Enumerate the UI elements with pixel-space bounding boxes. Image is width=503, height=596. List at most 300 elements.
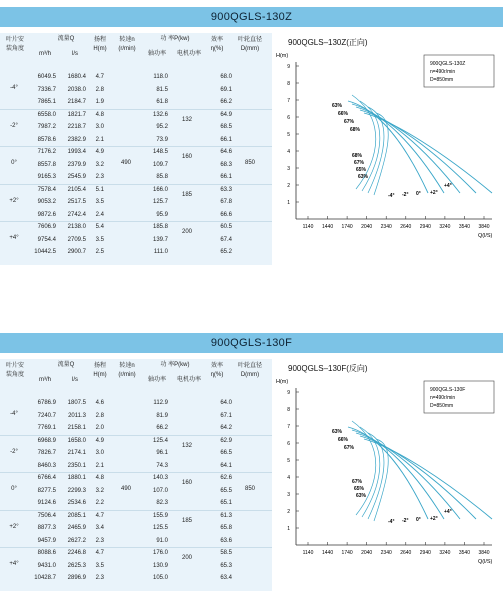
cell-flow-ls: 2517.5: [67, 199, 86, 205]
group-divider: [0, 146, 272, 147]
cell-motor-power: 132: [181, 116, 192, 123]
y-tick-label: 6: [287, 441, 290, 447]
cell-flow-ls: 2105.4: [67, 186, 86, 193]
cell-shaft-power: 73.9: [156, 136, 168, 143]
angle-label: +4°: [444, 183, 452, 189]
pump-curve-chart: [272, 33, 503, 263]
y-tick-label: 3: [287, 492, 290, 498]
table-row: [0, 399, 272, 408]
cell-head: 3.2: [95, 487, 104, 494]
cell-flow-ls: 2011.3: [68, 412, 86, 419]
cell-shaft-power: 111.0: [153, 249, 168, 255]
x-tick-label: 3540: [458, 224, 471, 230]
y-tick-label: 7: [287, 98, 290, 104]
header-flow-m3h: m³/h: [39, 377, 51, 383]
group-divider: [0, 510, 272, 511]
cell-efficiency: 65.8: [220, 525, 232, 531]
header-head: 扬程 H(m): [93, 37, 107, 52]
efficiency-label: 66%: [338, 111, 349, 117]
efficiency-label: 68%: [352, 153, 363, 159]
cell-flow-m3h: 8277.5: [37, 487, 56, 494]
cell-shaft-power: 109.7: [152, 161, 168, 168]
x-tick-label: 1140: [302, 550, 314, 556]
table-row: [0, 462, 272, 471]
legend-text: n=490r/min: [430, 69, 456, 75]
cell-flow-ls: 2184.7: [67, 99, 86, 105]
x-tick-label: 2640: [400, 224, 412, 230]
cell-shaft-power: 125.5: [152, 525, 168, 531]
cell-angle: -4°: [10, 411, 18, 417]
cell-motor-power: 160: [181, 480, 192, 486]
cell-flow-m3h: 7769.1: [37, 425, 56, 431]
cell-head: 2.1: [95, 136, 104, 143]
cell-motor-power: 185: [181, 517, 192, 524]
cell-efficiency: 64.1: [220, 462, 232, 469]
y-axis-label: H(m): [276, 53, 289, 59]
cell-shaft-power: 96.1: [156, 450, 168, 456]
cell-flow-m3h: 9053.2: [37, 199, 56, 205]
cell-efficiency: 64.2: [220, 425, 232, 431]
x-tick-label: 2640: [400, 550, 412, 556]
efficiency-label: 67%: [344, 445, 355, 451]
x-tick-label: 3840: [478, 224, 490, 230]
cell-head: 3.4: [95, 525, 104, 531]
y-tick-label: 3: [287, 166, 290, 172]
table-row: [0, 549, 272, 558]
efficiency-label: 68%: [350, 127, 361, 133]
table-row: [0, 537, 272, 546]
cell-flow-ls: 1658.0: [67, 437, 86, 444]
cell-efficiency: 68.3: [220, 161, 232, 168]
cell-diameter: 850: [244, 486, 255, 492]
head-curve: [356, 107, 460, 193]
cell-efficiency: 67.1: [220, 412, 232, 419]
cell-flow-m3h: 7240.7: [37, 412, 56, 419]
cell-flow-ls: 1821.7: [67, 111, 86, 118]
cell-efficiency: 63.4: [220, 575, 232, 581]
legend-text: 900QGLS-130Z: [430, 61, 466, 67]
table-row: [0, 574, 272, 583]
cell-head: 2.4: [95, 211, 104, 218]
cell-flow-m3h: 7987.2: [37, 124, 56, 130]
cell-head: 4.7: [95, 74, 104, 80]
cell-head: 3.5: [95, 562, 104, 569]
table-body: [0, 399, 272, 589]
table-row: [0, 98, 272, 107]
cell-shaft-power: 176.0: [152, 550, 168, 556]
efficiency-label: 67%: [354, 160, 365, 166]
cell-head: 4.8: [95, 111, 104, 118]
legend-text: D=850mm: [430, 403, 454, 409]
table-row: [0, 123, 272, 132]
x-tick-label: 2940: [419, 550, 431, 556]
header-flow: 流量Q: [57, 362, 75, 368]
cell-efficiency: 66.5: [220, 450, 232, 456]
efficiency-label: 66%: [338, 437, 349, 443]
x-tick-label: 2040: [361, 550, 373, 556]
cell-flow-m3h: 9457.9: [37, 537, 56, 544]
efficiency-label: 65%: [356, 167, 367, 173]
cell-head: 2.3: [95, 537, 104, 544]
header-flow-ls: l/s: [72, 51, 78, 57]
cell-efficiency: 68.0: [220, 74, 232, 80]
cell-flow-ls: 2350.1: [67, 462, 86, 469]
panel-title-banner: 900QGLS-130Z: [0, 7, 503, 27]
angle-label: -4°: [388, 193, 395, 199]
angle-label: 0°: [416, 517, 421, 523]
cell-flow-ls: 2625.3: [67, 562, 86, 569]
cell-flow-m3h: 6558.0: [37, 111, 56, 118]
cell-shaft-power: 105.0: [152, 575, 168, 581]
cell-speed: 490: [120, 486, 131, 492]
cell-efficiency: 61.3: [220, 512, 232, 519]
y-tick-label: 5: [287, 132, 290, 138]
angle-label: 0°: [416, 191, 421, 197]
header-shaft-power: 轴功率: [147, 51, 166, 57]
table-row: [0, 524, 272, 533]
table-body: [0, 73, 272, 263]
cell-speed: 490: [120, 160, 131, 166]
cell-head: 2.8: [95, 86, 104, 93]
cell-efficiency: 66.2: [220, 99, 232, 105]
efficiency-label: 67%: [352, 479, 363, 485]
cell-head: 2.8: [95, 412, 104, 419]
efficiency-curve: [374, 439, 388, 521]
cell-efficiency: 63.3: [220, 186, 232, 193]
cell-flow-ls: 2742.4: [67, 211, 86, 218]
cell-flow-m3h: 9872.6: [37, 211, 56, 218]
table-row: [0, 512, 272, 521]
cell-flow-ls: 2896.9: [67, 575, 86, 581]
table-row: [0, 248, 272, 257]
header-diameter: 叶轮直径 D(mm): [237, 37, 262, 52]
cell-flow-m3h: 9754.4: [37, 236, 56, 243]
header-speed: 转速n (r/min): [118, 363, 136, 378]
head-curve: [352, 430, 444, 519]
cell-flow-m3h: 10428.7: [34, 575, 56, 581]
cell-head: 2.0: [95, 425, 104, 431]
table-row: [0, 173, 272, 182]
cell-motor-power: 132: [181, 442, 192, 449]
legend-text: n=490r/min: [430, 395, 456, 401]
cell-angle: 0°: [11, 486, 17, 492]
chart-title: 900QGLS–130F(反向): [288, 364, 368, 373]
cell-flow-m3h: 6786.9: [37, 400, 56, 406]
table-row: [0, 487, 272, 496]
cell-shaft-power: 118.0: [153, 74, 168, 80]
cell-shaft-power: 74.3: [156, 462, 168, 469]
cell-head: 3.2: [95, 161, 104, 168]
cell-shaft-power: 130.9: [152, 562, 168, 569]
cell-flow-m3h: 7865.1: [37, 99, 56, 105]
table-row: [0, 211, 272, 220]
cell-head: 4.7: [95, 550, 104, 556]
cell-flow-ls: 2038.0: [67, 86, 86, 93]
table-row: [0, 186, 272, 195]
cell-flow-m3h: 9165.3: [37, 174, 56, 180]
cell-head: 2.3: [95, 174, 104, 180]
table-header: [0, 33, 272, 63]
header-angle: 叶片安 装角度: [5, 363, 24, 378]
table-row: [0, 449, 272, 458]
cell-flow-ls: 2545.9: [67, 174, 86, 180]
cell-shaft-power: 125.4: [152, 437, 168, 444]
cell-shaft-power: 140.3: [152, 475, 168, 481]
x-tick-label: 1740: [341, 550, 353, 556]
cell-angle: 0°: [11, 160, 17, 166]
header-flow: 流量Q: [57, 36, 75, 42]
y-tick-label: 2: [287, 509, 290, 515]
cell-shaft-power: 132.6: [152, 111, 168, 118]
cell-head: 3.0: [95, 124, 104, 130]
angle-label: +2°: [430, 190, 438, 196]
cell-shaft-power: 155.9: [152, 512, 168, 519]
cell-head: 2.2: [95, 500, 104, 506]
cell-flow-m3h: 8557.8: [37, 161, 56, 168]
x-tick-label: 3540: [458, 550, 471, 556]
x-tick-label: 3240: [439, 550, 451, 556]
cell-shaft-power: 166.0: [152, 186, 168, 193]
cell-efficiency: 64.6: [220, 149, 232, 155]
cell-flow-m3h: 9124.6: [37, 500, 56, 506]
y-tick-label: 5: [287, 458, 290, 464]
table-row: [0, 86, 272, 95]
efficiency-curve: [368, 433, 384, 519]
cell-flow-m3h: 6766.4: [37, 475, 56, 481]
y-axis-label: H(m): [276, 379, 289, 385]
header-power: 功 率P(kw): [160, 36, 190, 42]
cell-shaft-power: 95.2: [156, 124, 168, 130]
cell-flow-ls: 2138.0: [67, 224, 86, 230]
header-flow-ls: l/s: [72, 377, 78, 383]
cell-flow-ls: 2465.9: [67, 525, 86, 531]
table-row: [0, 148, 272, 157]
y-tick-label: 1: [287, 200, 290, 206]
cell-efficiency: 64.9: [220, 111, 232, 118]
legend-text: 900QGLS-130F: [430, 387, 466, 393]
cell-efficiency: 67.8: [220, 199, 232, 205]
cell-shaft-power: 185.8: [152, 224, 168, 230]
y-tick-label: 2: [287, 183, 290, 189]
cell-diameter: 850: [244, 160, 255, 166]
cell-flow-m3h: 7506.4: [37, 512, 56, 519]
cell-shaft-power: 91.0: [156, 537, 168, 544]
table-header: [0, 359, 272, 389]
cell-head: 2.3: [95, 575, 104, 581]
cell-head: 4.6: [95, 400, 104, 406]
y-tick-label: 4: [287, 149, 290, 155]
cell-shaft-power: 125.7: [152, 199, 168, 205]
cell-angle: +4°: [9, 235, 19, 241]
efficiency-label: 63%: [356, 493, 367, 499]
cell-efficiency: 63.6: [220, 537, 232, 544]
table-row: [0, 437, 272, 446]
cell-efficiency: 68.5: [220, 124, 232, 130]
cell-efficiency: 60.5: [220, 224, 232, 230]
cell-shaft-power: 81.9: [156, 412, 168, 419]
cell-flow-ls: 2299.3: [67, 487, 86, 494]
table-row: [0, 499, 272, 508]
cell-flow-ls: 2218.7: [67, 124, 86, 130]
x-axis-label: Q(l/S): [478, 559, 493, 565]
cell-shaft-power: 107.0: [152, 487, 168, 494]
x-tick-label: 3840: [478, 550, 490, 556]
x-tick-label: 2940: [419, 224, 431, 230]
cell-flow-m3h: 8877.3: [37, 525, 56, 531]
efficiency-curve: [368, 107, 384, 193]
cell-head: 4.9: [95, 437, 104, 444]
cell-motor-power: 200: [181, 555, 192, 561]
header-angle: 叶片安 装角度: [5, 37, 24, 52]
chart-svg: [272, 33, 503, 263]
cell-shaft-power: 81.5: [156, 86, 168, 93]
cell-flow-m3h: 8088.6: [37, 550, 56, 556]
cell-motor-power: 160: [181, 154, 192, 160]
panel-title-banner: 900QGLS-130F: [0, 333, 503, 353]
cell-motor-power: 200: [181, 229, 192, 235]
header-diameter: 叶轮直径 D(mm): [237, 363, 262, 378]
header-shaft-power: 轴功率: [147, 377, 166, 383]
group-divider: [0, 472, 272, 473]
cell-head: 2.5: [95, 249, 104, 255]
angle-label: -4°: [388, 519, 395, 525]
cell-efficiency: 66.1: [220, 174, 232, 180]
angle-label: -2°: [402, 192, 409, 198]
cell-head: 4.9: [95, 149, 104, 155]
cell-head: 4.8: [95, 475, 104, 481]
cell-head: 1.9: [95, 99, 104, 105]
table-row: [0, 474, 272, 483]
efficiency-label: 63%: [332, 429, 343, 435]
header-head: 扬程 H(m): [93, 363, 107, 378]
cell-efficiency: 69.1: [220, 86, 232, 93]
cell-efficiency: 65.5: [220, 487, 232, 494]
cell-efficiency: 66.1: [220, 136, 232, 143]
y-tick-label: 7: [287, 424, 290, 430]
cell-efficiency: 65.1: [220, 500, 232, 506]
cell-head: 5.4: [95, 224, 104, 230]
group-divider: [0, 109, 272, 110]
header-efficiency: 效率 η(%): [210, 363, 224, 378]
cell-flow-m3h: 7176.2: [37, 149, 56, 155]
performance-table: [0, 359, 272, 591]
cell-flow-m3h: 10442.5: [34, 249, 56, 255]
header-flow-m3h: m³/h: [39, 51, 51, 57]
cell-flow-ls: 1807.5: [67, 400, 86, 406]
cell-angle: +2°: [9, 523, 19, 530]
cell-efficiency: 67.4: [220, 236, 232, 243]
cell-shaft-power: 95.9: [156, 211, 168, 218]
x-tick-label: 2340: [380, 224, 392, 230]
cell-efficiency: 62.6: [220, 475, 232, 481]
cell-flow-m3h: 6049.5: [37, 74, 56, 80]
cell-angle: -4°: [10, 85, 18, 91]
cell-flow-ls: 2627.2: [67, 537, 86, 544]
header-efficiency: 效率 η(%): [210, 37, 224, 52]
cell-flow-m3h: 8460.3: [37, 462, 56, 469]
cell-head: 2.1: [95, 462, 104, 469]
efficiency-curve: [374, 113, 388, 195]
cell-flow-ls: 2709.5: [67, 236, 86, 243]
header-motor-power: 电机功率: [176, 51, 201, 57]
cell-flow-ls: 1880.1: [67, 475, 86, 481]
angle-label: +2°: [430, 516, 438, 522]
table-row: [0, 111, 272, 120]
group-divider: [0, 435, 272, 436]
efficiency-label: 63%: [358, 174, 369, 180]
cell-flow-m3h: 7606.9: [37, 224, 56, 230]
cell-flow-ls: 2382.9: [67, 136, 86, 143]
x-tick-label: 2040: [361, 224, 373, 230]
x-tick-label: 1440: [321, 224, 334, 230]
cell-flow-m3h: 9431.0: [37, 562, 56, 569]
head-curve: [356, 433, 460, 519]
table-row: [0, 424, 272, 433]
cell-flow-m3h: 7826.7: [37, 450, 56, 456]
cell-shaft-power: 139.7: [152, 236, 168, 243]
cell-head: 3.0: [95, 450, 104, 456]
cell-flow-m3h: 7578.4: [37, 186, 56, 193]
cell-flow-m3h: 6968.9: [37, 437, 56, 444]
chart-title: 900QGLS–130Z(正向): [288, 38, 368, 47]
cell-head: 5.1: [95, 186, 104, 193]
angle-label: -2°: [402, 518, 409, 524]
cell-flow-ls: 2158.1: [67, 425, 86, 431]
y-tick-label: 8: [287, 81, 290, 87]
group-divider: [0, 221, 272, 222]
cell-flow-ls: 2534.6: [67, 500, 86, 506]
table-row: [0, 412, 272, 421]
cell-shaft-power: 66.2: [156, 425, 168, 431]
efficiency-label: 65%: [354, 486, 365, 492]
header-speed: 转速n (r/min): [118, 37, 136, 52]
group-divider: [0, 184, 272, 185]
cell-flow-ls: 1680.4: [67, 74, 86, 80]
cell-flow-m3h: 8578.6: [37, 136, 56, 143]
x-tick-label: 1140: [302, 224, 314, 230]
x-tick-label: 2340: [380, 550, 392, 556]
x-tick-label: 1740: [341, 224, 353, 230]
y-tick-label: 8: [287, 407, 290, 413]
cell-efficiency: 65.2: [220, 249, 232, 255]
cell-shaft-power: 61.8: [156, 99, 168, 105]
cell-efficiency: 65.3: [220, 562, 232, 569]
cell-efficiency: 64.0: [220, 400, 232, 406]
angle-label: +4°: [444, 509, 452, 515]
cell-head: 3.5: [95, 236, 104, 243]
y-tick-label: 9: [287, 390, 290, 396]
cell-angle: -2°: [10, 122, 18, 129]
header-motor-power: 电机功率: [176, 377, 201, 383]
efficiency-label: 67%: [344, 119, 355, 125]
table-row: [0, 73, 272, 82]
pump-curve-chart: [272, 359, 503, 589]
cell-flow-ls: 2246.8: [67, 550, 86, 556]
cell-flow-ls: 2085.1: [67, 512, 86, 519]
table-row: [0, 562, 272, 571]
table-row: [0, 236, 272, 245]
y-tick-label: 6: [287, 115, 290, 121]
x-tick-label: 1440: [321, 550, 334, 556]
cell-flow-ls: 2900.7: [67, 249, 86, 255]
cell-efficiency: 66.6: [220, 211, 232, 218]
table-row: [0, 136, 272, 145]
cell-head: 3.5: [95, 199, 104, 205]
cell-flow-m3h: 7336.7: [37, 86, 56, 93]
table-row: [0, 223, 272, 232]
cell-efficiency: 58.5: [220, 550, 232, 556]
table-row: [0, 198, 272, 207]
